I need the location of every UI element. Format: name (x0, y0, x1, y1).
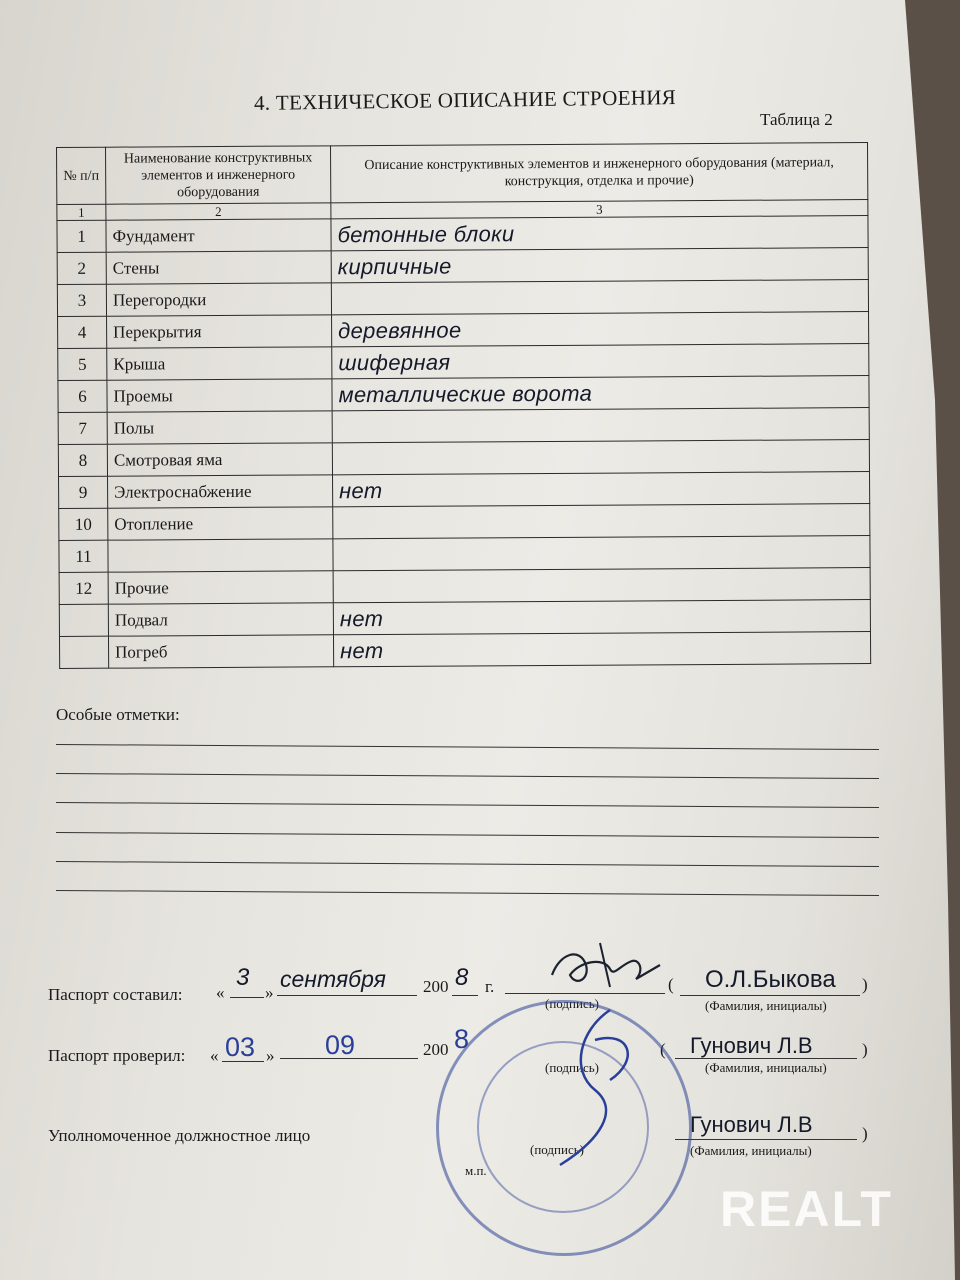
day-underline (230, 997, 264, 998)
row-element-name: Подвал (108, 603, 333, 636)
compiled-year-prefix (423, 977, 449, 997)
name-open-paren: ( (660, 1040, 666, 1059)
row-description: деревянное (332, 312, 869, 347)
name-close-paren: ) (862, 1040, 868, 1059)
row-element-name: Смотровая яма (107, 443, 332, 476)
row-description: шиферная (332, 344, 869, 379)
row-description: кирпичные (331, 248, 868, 283)
table-row (58, 440, 869, 477)
signature-caption: (подпись) (530, 1142, 584, 1157)
month-underline (277, 995, 417, 996)
month-underline (280, 1058, 418, 1059)
handwritten-signature-compiled (540, 935, 680, 1005)
row-element-name: Отопление (108, 507, 333, 540)
row-description (333, 536, 870, 571)
row-element-name: Фундамент (106, 219, 331, 252)
row-description: нет (333, 600, 870, 635)
compiled-open-quote (216, 983, 225, 1003)
name-underline (680, 995, 860, 996)
name-underline (675, 1139, 857, 1140)
table-body (57, 216, 871, 669)
compiled-close-quote (265, 983, 274, 1003)
compiled-name: О.Л.Быкова (705, 966, 836, 993)
row-element-name: Погреб (108, 635, 333, 668)
table-row (59, 568, 870, 605)
column-number: 2 (106, 203, 331, 220)
row-element-name: Электроснабжение (108, 475, 333, 508)
name-caption: (Фамилия, инициалы) (705, 1060, 827, 1075)
row-element-name: Перекрытия (107, 315, 332, 348)
checked-year-prefix (423, 1040, 449, 1060)
column-number: 1 (57, 204, 106, 220)
watermark-logo: REALT (720, 1181, 893, 1237)
checked-name: Гунович Л.В (690, 1033, 813, 1058)
row-description: нет (333, 472, 870, 507)
year-prefix: 200 (423, 977, 449, 996)
table-row (59, 472, 870, 509)
row-description (332, 440, 869, 475)
quote-char: » (265, 983, 274, 1002)
document-title: 4. ТЕХНИЧЕСКОЕ ОПИСАНИЕ СТРОЕНИЯ (253, 85, 677, 115)
row-number: 6 (58, 380, 107, 412)
compiled-year-digit: 8 (455, 964, 469, 991)
compiled-year-suffix (485, 977, 494, 997)
row-number: 11 (59, 540, 108, 572)
row-description (331, 280, 868, 315)
row-element-name: Стены (106, 251, 331, 284)
year-underline (452, 995, 478, 996)
year-suffix: г. (485, 977, 495, 996)
quote-char: « (216, 983, 225, 1002)
row-number (59, 636, 108, 668)
compiled-label: Паспорт составил: (48, 985, 183, 1004)
table-row (58, 312, 869, 349)
row-number: 12 (59, 572, 108, 604)
row-element-name: Крыша (107, 347, 332, 380)
checked-day: 03 (225, 1032, 256, 1062)
name-caption: (Фамилия, инициалы) (705, 998, 827, 1013)
row-description (332, 408, 869, 443)
row-element-name: Полы (107, 411, 332, 444)
row-element-name: Проемы (107, 379, 332, 412)
row-element-name: Прочие (108, 571, 333, 604)
compiled-month: сентября (280, 966, 386, 992)
table-row (58, 344, 869, 381)
signature-caption: (подпись) (545, 1060, 599, 1075)
row-number: 8 (58, 444, 107, 476)
compiled-day: 3 (236, 964, 250, 991)
notes-label: Особые отметки: (56, 705, 180, 724)
row-number: 2 (57, 252, 106, 284)
quote-char: » (266, 1046, 275, 1065)
year-prefix: 200 (423, 1040, 449, 1059)
row-number: 4 (58, 316, 107, 348)
table-label: Таблица 2 (760, 110, 833, 129)
column-number: 3 (331, 200, 868, 219)
quote-char: « (210, 1046, 219, 1065)
checked-month: 09 (325, 1030, 356, 1060)
row-description: нет (333, 632, 870, 667)
row-number: 3 (57, 284, 106, 316)
table-row (58, 376, 869, 413)
handwritten-signature-blue (540, 1000, 660, 1170)
row-number: 5 (58, 348, 107, 380)
official-name: Гунович Л.В (690, 1112, 813, 1137)
checked-open-quote (210, 1046, 219, 1066)
row-description: металлические ворота (332, 376, 869, 411)
table-row (57, 248, 868, 285)
header-name: Наименование конструктивных элементов и инженерного оборудования (106, 146, 331, 204)
row-description: бетонные блоки (331, 216, 868, 251)
technical-description-table (56, 142, 871, 669)
day-underline (222, 1061, 264, 1062)
table-row (59, 504, 870, 541)
table-row (57, 280, 868, 317)
technical-description-table-wrapper (56, 142, 871, 669)
table-row (57, 216, 868, 253)
row-element-name: Перегородки (106, 283, 331, 316)
stamp-place-label: м.п. (465, 1163, 487, 1178)
name-caption: (Фамилия, инициалы) (690, 1143, 812, 1158)
name-underline (675, 1058, 857, 1059)
row-number: 9 (59, 476, 108, 508)
row-description (333, 568, 870, 603)
table-row (59, 632, 870, 669)
table-row (59, 600, 870, 637)
table-header-row (57, 143, 868, 205)
official-label: Уполномоченное должностное лицо (48, 1126, 311, 1145)
name-close-paren: ) (862, 975, 868, 994)
name-close-paren: ) (862, 1124, 868, 1143)
header-description: Описание конструктивных элементов и инженерного оборудования (материал, конструкция, отделка и прочие) (330, 143, 867, 203)
checked-year-digit: 8 (454, 1024, 470, 1054)
checked-label: Паспорт проверил: (48, 1046, 186, 1065)
table-row (58, 408, 869, 445)
row-element-name (108, 539, 333, 572)
name-open-paren: ( (668, 975, 674, 994)
row-number: 10 (59, 508, 108, 540)
header-num: № п/п (57, 147, 106, 204)
row-number: 1 (57, 220, 106, 252)
row-description (333, 504, 870, 539)
row-number (59, 604, 108, 636)
table-row (59, 536, 870, 573)
compiled-row (48, 985, 182, 1005)
signature-caption: (подпись) (545, 996, 599, 1011)
checked-close-quote (266, 1046, 275, 1066)
row-number: 7 (58, 412, 107, 444)
